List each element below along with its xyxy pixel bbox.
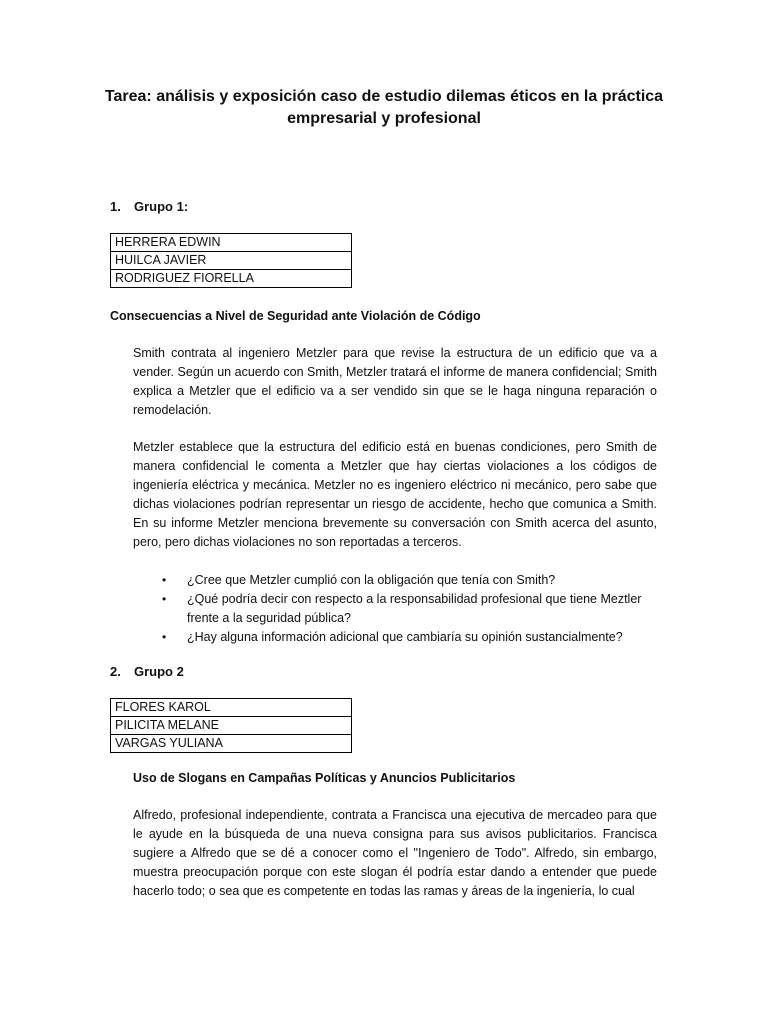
group-1-label: Grupo 1: [134,199,189,214]
bullet-icon: • [162,592,167,606]
group-1-case-title: Consecuencias a Nivel de Seguridad ante Violación de Código [110,309,481,323]
title-line-2: empresarial y profesional [287,110,481,127]
group-1-heading [110,198,188,216]
bullet-icon: • [162,573,167,587]
group-2-case-title: Uso de Slogans en Campañas Políticas y Anuncios Publicitarios [133,771,516,785]
group-2-number: 2. [110,664,121,679]
document-title [100,86,668,130]
group-2-members-table [110,698,352,753]
table-row [111,270,352,288]
member-cell: FLORES KAROL [111,699,352,717]
member-cell: HERRERA EDWIN [111,234,352,252]
question-text: ¿Cree que Metzler cumplió con la obligación que tenía con Smith? [187,573,556,587]
table-row [111,735,352,753]
table-row [111,252,352,270]
member-cell: RODRIGUEZ FIORELLA [111,270,352,288]
group-1-paragraph-1: Smith contrata al ingeniero Metzler para que revise la estructura de un edificio que va a vender. Según un acuerdo con Smith, Metzler tratará el informe de manera confidencial; Smith explica a Metzler que el edificio va a ser vendido sin que se le haga ninguna reparación o remodelación. [133,346,657,417]
title-line-1: Tarea: análisis y exposición caso de estudio dilemas éticos en la práctica [104,88,664,105]
table-row [111,234,352,252]
group-1-members-table [110,233,352,288]
group-1-questions-list [160,571,660,647]
member-cell: PILICITA MELANE [111,717,352,735]
question-text: ¿Qué podría decir con respecto a la responsabilidad profesional que tiene Meztler frente a la seguridad pública? [187,592,642,625]
group-2-label: Grupo 2 [134,664,184,679]
table-row [111,699,352,717]
group-1-number: 1. [110,199,121,214]
group-2-heading [110,663,184,681]
bullet-icon: • [162,630,167,644]
group-2-paragraph-1: Alfredo, profesional independiente, contrata a Francisca una ejecutiva de mercadeo para que le ayude en la búsqueda de una nueva consigna para sus avisos publicitarios. Francisca sugiere a Alfredo que se dé a conocer como el "Ingeniero de Todo". Alfredo, sin embargo, muestra preocupación porque con este slogan él podría estar dando a entender que puede hacerlo todo; o sea que es competente en todas las ramas y áreas de la ingeniería, lo cual [133,808,657,898]
group-1-paragraph-2: Metzler establece que la estructura del edificio está en buenas condiciones, pero Smith de manera confidencial le comenta a Metzler que hay ciertas violaciones a los códigos de ingeniería eléctrica y mecánica. Metzler no es ingeniero eléctrico ni mecánico, pero sabe que dichas violaciones podrían representar un riesgo de accidente, hecho que comunica a Smith. En su informe Metzler menciona brevemente su conversación con Smith acerca del asunto, pero, pero dichas violaciones no son reportadas a terceros. [133,440,657,549]
list-item [160,571,660,590]
list-item [160,628,660,647]
question-text: ¿Hay alguna información adicional que cambiaría su opinión sustancialmente? [187,630,623,644]
list-item [160,590,660,628]
member-cell: HUILCA JAVIER [111,252,352,270]
member-cell: VARGAS YULIANA [111,735,352,753]
table-row [111,717,352,735]
